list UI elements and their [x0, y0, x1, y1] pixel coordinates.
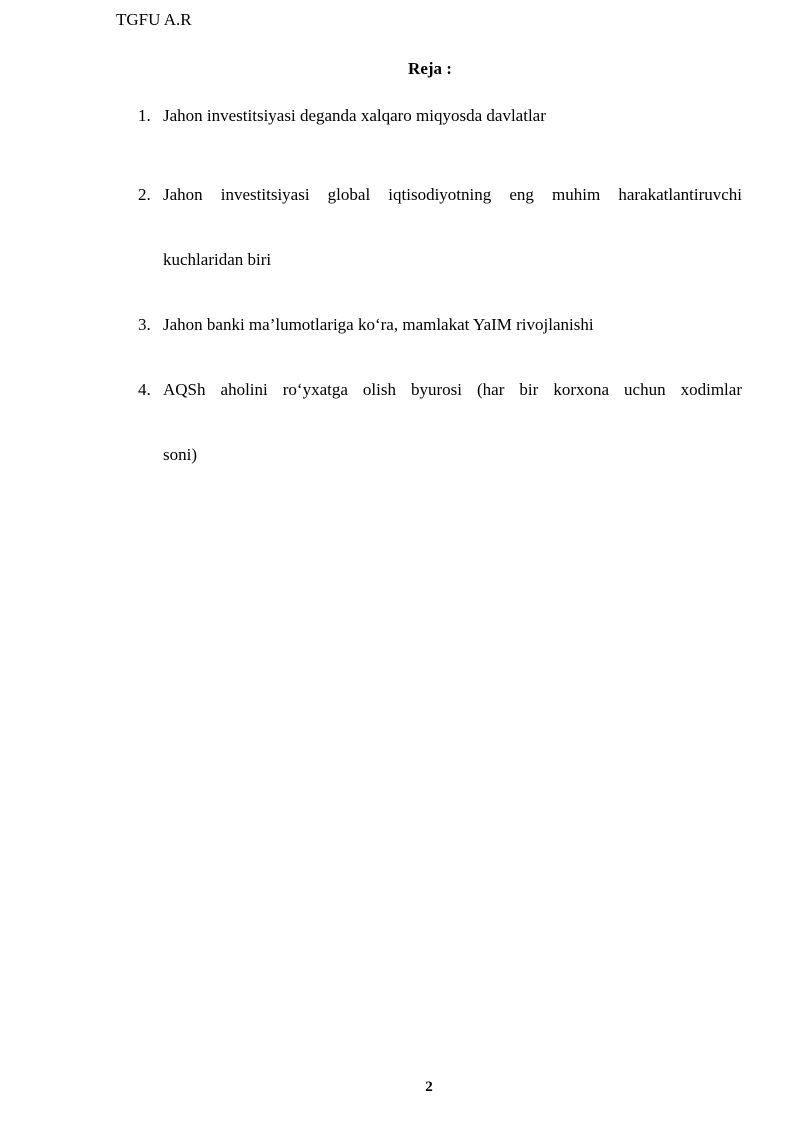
page-header: TGFU A.R — [116, 10, 192, 29]
plan-item-text: Jahon investitsiyasi deganda xalqaro miqyosda davlatlar — [163, 106, 546, 125]
plan-item-text-line-1: Jahon investitsiyasi global iqtisodiyotning eng muhim harakatlantiruvchi — [163, 185, 742, 204]
plan-item-text-line-2: soni) — [163, 445, 197, 464]
plan-item-number: 3. — [138, 315, 151, 334]
page-number: 2 — [425, 1079, 433, 1095]
plan-item-text-line-1: AQSh aholini ro‘yxatga olish byurosi (har bir korxona uchun xodimlar — [163, 380, 742, 399]
plan-item-number: 4. — [138, 380, 151, 399]
plan-item-text-line-2: kuchlaridan biri — [163, 250, 272, 269]
plan-title: Reja : — [408, 59, 452, 78]
plan-item-number: 1. — [138, 106, 151, 125]
plan-item-text: Jahon banki ma’lumotlariga ko‘ra, mamlakat YaIM rivojlanishi — [163, 315, 594, 334]
plan-item-number: 2. — [138, 185, 151, 204]
